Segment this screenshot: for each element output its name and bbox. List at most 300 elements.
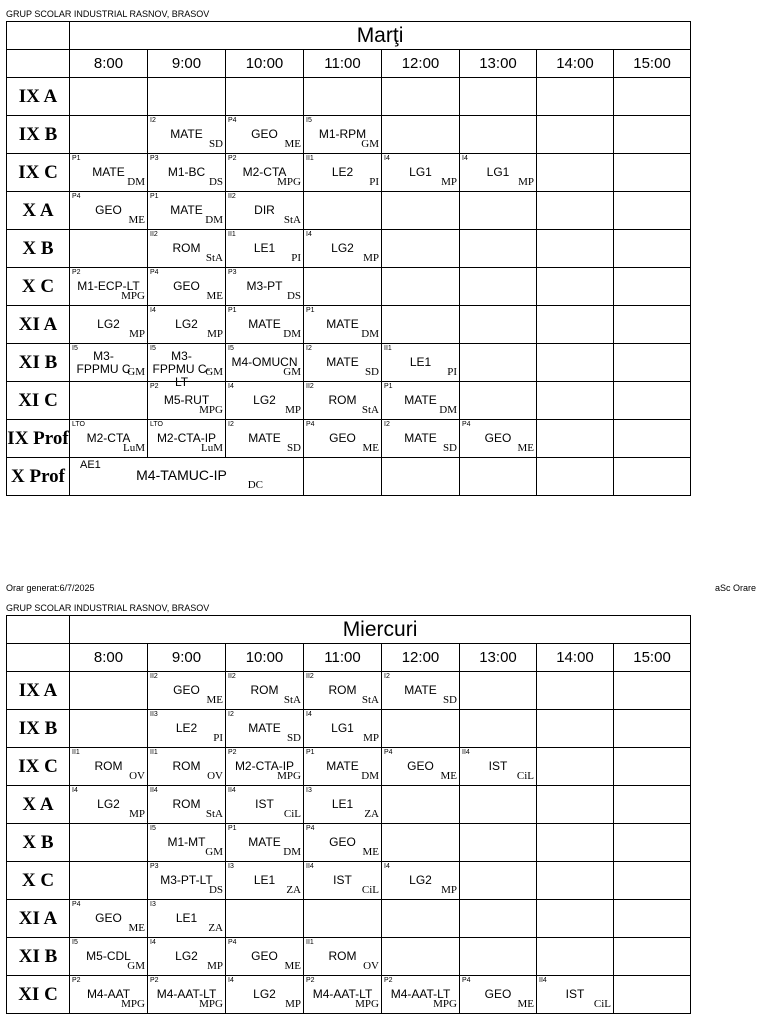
subject-name: LG2 xyxy=(409,873,432,887)
room-code: P2 xyxy=(150,383,159,390)
teacher-initials: ME xyxy=(517,998,534,1010)
room-code: P2 xyxy=(306,977,315,984)
hours-row xyxy=(7,644,691,672)
table-row xyxy=(7,306,691,344)
lesson-cell xyxy=(382,420,460,458)
hour-header: 14:00 xyxy=(537,50,614,78)
subject-name: ROM xyxy=(94,759,123,773)
subject-name: GEO xyxy=(407,759,434,773)
teacher-initials: CiL xyxy=(361,884,379,896)
teacher-initials: ME xyxy=(362,846,379,858)
empty-cell xyxy=(614,458,691,496)
lesson-cell xyxy=(148,306,226,344)
room-code: P3 xyxy=(150,863,159,870)
room-code: II2 xyxy=(306,383,314,390)
room-code: P4 xyxy=(228,117,237,124)
room-code: P3 xyxy=(150,155,159,162)
subject-name: GEO xyxy=(173,279,200,293)
empty-cell xyxy=(537,862,614,900)
empty-cell xyxy=(537,938,614,976)
room-code: I2 xyxy=(150,117,156,124)
room-code: P1 xyxy=(228,307,237,314)
subject-name: LE1 xyxy=(331,797,354,811)
subject-name: GEO xyxy=(251,127,278,141)
subject-name: M4-TAMUC-IP xyxy=(136,467,227,483)
subject-name: LE2 xyxy=(331,165,354,179)
subject-name: LE1 xyxy=(409,355,432,369)
table-row xyxy=(7,786,691,824)
lesson-cell xyxy=(70,154,148,192)
teacher-initials: DM xyxy=(361,328,379,340)
day-header-row xyxy=(7,616,691,644)
empty-cell xyxy=(537,344,614,382)
subject-name: M2-CTA-IP xyxy=(234,759,295,773)
empty-cell xyxy=(614,382,691,420)
lesson-cell xyxy=(304,420,382,458)
teacher-initials: LuM xyxy=(201,442,223,454)
class-name: X Prof xyxy=(7,458,70,496)
class-name: X A xyxy=(7,192,70,230)
room-code: I4 xyxy=(384,863,390,870)
subject-name: M1-BC xyxy=(167,165,206,179)
lesson-cell xyxy=(148,420,226,458)
lesson-cell xyxy=(382,154,460,192)
empty-cell xyxy=(70,862,148,900)
subject-name: MATE xyxy=(404,683,437,697)
room-code: P4 xyxy=(72,193,81,200)
lesson-cell xyxy=(304,938,382,976)
room-code: I4 xyxy=(306,711,312,718)
table-row xyxy=(7,154,691,192)
room-code: II1 xyxy=(306,939,314,946)
teacher-initials: MP xyxy=(129,808,145,820)
empty-cell xyxy=(537,382,614,420)
room-code: II4 xyxy=(150,787,158,794)
empty-cell xyxy=(460,116,537,154)
empty-cell xyxy=(382,938,460,976)
empty-cell xyxy=(614,230,691,268)
hour-header: 12:00 xyxy=(382,644,460,672)
room-code: P4 xyxy=(228,939,237,946)
subject-name: GEO xyxy=(329,835,356,849)
room-code: II4 xyxy=(306,863,314,870)
teacher-initials: GM xyxy=(205,366,223,378)
lesson-cell xyxy=(460,748,537,786)
empty-cell xyxy=(382,824,460,862)
teacher-initials: DC xyxy=(247,479,263,491)
teacher-initials: CiL xyxy=(516,770,534,782)
teacher-initials: LuM xyxy=(123,442,145,454)
teacher-initials: DS xyxy=(286,290,301,302)
lesson-cell xyxy=(226,786,304,824)
empty-cell xyxy=(614,710,691,748)
lesson-cell xyxy=(226,344,304,382)
teacher-initials: MP xyxy=(441,176,457,188)
empty-cell xyxy=(460,306,537,344)
subject-name: ROM xyxy=(172,759,201,773)
class-name: X B xyxy=(7,824,70,862)
room-code: II2 xyxy=(306,673,314,680)
empty-cell xyxy=(382,192,460,230)
hour-header: 13:00 xyxy=(460,644,537,672)
teacher-initials: MPG xyxy=(199,998,223,1010)
timetable-wednesday xyxy=(6,615,691,1014)
generated-date: Orar generat:6/7/2025 xyxy=(6,583,95,593)
teacher-initials: DM xyxy=(127,176,145,188)
teacher-initials: GM xyxy=(127,366,145,378)
subject-name: M4-AAT-LT xyxy=(156,987,217,1001)
lesson-cell xyxy=(460,154,537,192)
teacher-initials: MPG xyxy=(121,290,145,302)
teacher-initials: PI xyxy=(447,366,457,378)
lesson-cell xyxy=(304,748,382,786)
lesson-cell xyxy=(70,420,148,458)
teacher-initials: DM xyxy=(439,404,457,416)
class-name: XI A xyxy=(7,306,70,344)
teacher-initials: GM xyxy=(205,846,223,858)
school-name-2: GRUP SCOLAR INDUSTRIAL RASNOV, BRASOV xyxy=(6,603,210,613)
teacher-initials: MPG xyxy=(277,176,301,188)
day-title: Marţi xyxy=(70,22,691,50)
lesson-cell xyxy=(226,824,304,862)
corner-cell xyxy=(7,50,70,78)
empty-cell xyxy=(614,862,691,900)
teacher-initials: DM xyxy=(361,770,379,782)
teacher-initials: ME xyxy=(284,138,301,150)
teacher-initials: ZA xyxy=(286,884,301,896)
lesson-cell xyxy=(226,862,304,900)
table-row xyxy=(7,976,691,1014)
lesson-cell xyxy=(70,192,148,230)
room-code: I5 xyxy=(72,345,78,352)
empty-cell xyxy=(537,710,614,748)
subject-name: GEO xyxy=(484,431,512,445)
class-name: XI B xyxy=(7,344,70,382)
teacher-initials: SD xyxy=(286,442,301,454)
teacher-initials: MP xyxy=(285,998,301,1010)
room-code: P1 xyxy=(306,749,315,756)
empty-cell xyxy=(614,192,691,230)
teacher-initials: ME xyxy=(284,960,301,972)
subject-name: M1-ECP-LT xyxy=(77,279,140,293)
teacher-initials: MP xyxy=(363,732,379,744)
empty-cell xyxy=(614,78,691,116)
subject-name: M3-FPPMU C-LT xyxy=(152,349,211,389)
subject-name: MATE xyxy=(326,317,359,331)
subject-name: DIR xyxy=(254,203,275,217)
empty-cell xyxy=(460,672,537,710)
empty-cell xyxy=(460,78,537,116)
subject-name: MATE xyxy=(248,431,281,445)
room-code: I2 xyxy=(228,421,234,428)
subject-name: LG2 xyxy=(97,797,120,811)
lesson-cell xyxy=(70,268,148,306)
empty-cell xyxy=(614,420,691,458)
room-code: II4 xyxy=(539,977,547,984)
lesson-cell xyxy=(304,672,382,710)
lesson-cell xyxy=(226,672,304,710)
lesson-cell xyxy=(460,420,537,458)
room-code: I5 xyxy=(150,345,156,352)
subject-name: IST xyxy=(255,797,274,811)
room-code: P2 xyxy=(384,977,393,984)
room-code: I4 xyxy=(462,155,468,162)
teacher-initials: SD xyxy=(208,138,223,150)
empty-cell xyxy=(460,786,537,824)
empty-cell xyxy=(460,230,537,268)
teacher-initials: MP xyxy=(441,884,457,896)
hour-header: 14:00 xyxy=(537,644,614,672)
table-row xyxy=(7,748,691,786)
table-row xyxy=(7,458,691,496)
room-code: I5 xyxy=(150,825,156,832)
lesson-cell xyxy=(148,900,226,938)
room-code: P4 xyxy=(306,421,315,428)
teacher-initials: StA xyxy=(283,694,301,706)
lesson-cell xyxy=(226,154,304,192)
empty-cell xyxy=(537,306,614,344)
empty-cell xyxy=(304,268,382,306)
lesson-cell xyxy=(304,710,382,748)
lesson-cell xyxy=(148,824,226,862)
teacher-initials: ME xyxy=(362,442,379,454)
table-row xyxy=(7,78,691,116)
lesson-cell xyxy=(226,192,304,230)
lesson-cell xyxy=(382,862,460,900)
empty-cell xyxy=(614,900,691,938)
subject-name: ROM xyxy=(328,949,357,963)
subject-name: M4-AAT-LT xyxy=(390,987,451,1001)
subject-name: M3- FPPMU C xyxy=(76,349,131,376)
room-code: P1 xyxy=(150,193,159,200)
class-name: X B xyxy=(7,230,70,268)
room-code: P1 xyxy=(72,155,81,162)
empty-cell xyxy=(70,710,148,748)
table-row xyxy=(7,344,691,382)
subject-name: MATE xyxy=(248,721,281,735)
room-code: I3 xyxy=(228,863,234,870)
subject-name: LG2 xyxy=(253,393,276,407)
subject-name: M2-CTA xyxy=(86,431,131,445)
empty-cell xyxy=(70,382,148,420)
empty-cell xyxy=(304,78,382,116)
lesson-cell xyxy=(226,116,304,154)
empty-cell xyxy=(70,116,148,154)
class-name: X A xyxy=(7,786,70,824)
subject-name: ROM xyxy=(172,797,201,811)
room-code: I5 xyxy=(228,345,234,352)
teacher-initials: MPG xyxy=(355,998,379,1010)
room-code: LTO xyxy=(150,421,163,428)
teacher-initials: GM xyxy=(361,138,379,150)
room-code: II1 xyxy=(384,345,392,352)
teacher-initials: StA xyxy=(205,808,223,820)
teacher-initials: SD xyxy=(442,694,457,706)
teacher-initials: MP xyxy=(363,252,379,264)
class-name: X C xyxy=(7,862,70,900)
lesson-cell xyxy=(70,306,148,344)
empty-cell xyxy=(537,786,614,824)
lesson-cell xyxy=(226,420,304,458)
room-code: II2 xyxy=(150,673,158,680)
empty-cell xyxy=(614,306,691,344)
subject-name: M4-AAT xyxy=(86,987,131,1001)
room-code: II1 xyxy=(72,749,80,756)
room-code: II2 xyxy=(150,231,158,238)
table-row xyxy=(7,710,691,748)
subject-name: LE1 xyxy=(253,873,276,887)
lesson-cell xyxy=(226,268,304,306)
lesson-cell xyxy=(226,748,304,786)
empty-cell xyxy=(614,786,691,824)
lesson-cell xyxy=(148,192,226,230)
lesson-cell xyxy=(70,900,148,938)
lesson-cell xyxy=(148,154,226,192)
teacher-initials: PI xyxy=(213,732,223,744)
room-code: P4 xyxy=(462,977,471,984)
day-title: Miercuri xyxy=(70,616,691,644)
teacher-initials: OV xyxy=(207,770,223,782)
room-code: II4 xyxy=(462,749,470,756)
room-code: P4 xyxy=(384,749,393,756)
teacher-initials: PI xyxy=(291,252,301,264)
subject-name: M1-RPM xyxy=(318,127,367,141)
hour-header: 10:00 xyxy=(226,50,304,78)
empty-cell xyxy=(460,192,537,230)
empty-cell xyxy=(382,268,460,306)
app-name: aSc Orare xyxy=(715,583,757,593)
room-code: II3 xyxy=(150,711,158,718)
room-code: P2 xyxy=(228,749,237,756)
corner-cell xyxy=(7,644,70,672)
room-code: P2 xyxy=(72,269,81,276)
class-name: IX C xyxy=(7,748,70,786)
subject-name: LE1 xyxy=(253,241,276,255)
room-code: P4 xyxy=(462,421,471,428)
room-code: I4 xyxy=(72,787,78,794)
lesson-cell xyxy=(226,306,304,344)
empty-cell xyxy=(382,710,460,748)
empty-cell xyxy=(537,154,614,192)
table-row xyxy=(7,900,691,938)
empty-cell xyxy=(460,938,537,976)
timetable-tuesday xyxy=(6,21,691,496)
lesson-cell xyxy=(70,786,148,824)
lesson-cell xyxy=(148,976,226,1014)
lesson-cell xyxy=(304,306,382,344)
lesson-cell xyxy=(226,382,304,420)
teacher-initials: ME xyxy=(517,442,534,454)
subject-name: LG2 xyxy=(175,317,198,331)
teacher-initials: OV xyxy=(363,960,379,972)
lesson-cell xyxy=(537,976,614,1014)
subject-name: LE2 xyxy=(175,721,198,735)
empty-cell xyxy=(537,78,614,116)
empty-cell xyxy=(70,230,148,268)
empty-cell xyxy=(460,458,537,496)
teacher-initials: ZA xyxy=(208,922,223,934)
teacher-initials: DS xyxy=(208,884,223,896)
hour-header: 11:00 xyxy=(304,644,382,672)
room-code: I3 xyxy=(306,787,312,794)
teacher-initials: SD xyxy=(442,442,457,454)
hour-header: 8:00 xyxy=(70,50,148,78)
teacher-initials: ME xyxy=(128,214,145,226)
lesson-cell xyxy=(460,976,537,1014)
room-code: AE1 xyxy=(80,459,101,471)
empty-cell xyxy=(382,306,460,344)
room-code: I5 xyxy=(306,117,312,124)
empty-cell xyxy=(460,710,537,748)
subject-name: GEO xyxy=(95,911,122,925)
room-code: II1 xyxy=(228,231,236,238)
school-name-1: GRUP SCOLAR INDUSTRIAL RASNOV, BRASOV xyxy=(6,9,210,19)
empty-cell xyxy=(460,900,537,938)
table-row xyxy=(7,938,691,976)
table-row xyxy=(7,824,691,862)
subject-name: M2-CTA-IP xyxy=(156,431,217,445)
empty-cell xyxy=(70,78,148,116)
subject-name: MATE xyxy=(248,317,281,331)
class-name: XI C xyxy=(7,382,70,420)
lesson-cell xyxy=(148,862,226,900)
subject-name: LG1 xyxy=(486,165,510,179)
table-row xyxy=(7,672,691,710)
table-row xyxy=(7,862,691,900)
hour-header: 10:00 xyxy=(226,644,304,672)
room-code: I4 xyxy=(384,155,390,162)
subject-name: IST xyxy=(488,759,508,773)
class-name: XI A xyxy=(7,900,70,938)
room-code: P1 xyxy=(306,307,315,314)
lesson-cell xyxy=(382,344,460,382)
empty-cell xyxy=(460,824,537,862)
subject-name: MATE xyxy=(248,835,281,849)
subject-name: MATE xyxy=(170,203,203,217)
lesson-cell xyxy=(304,154,382,192)
lesson-cell xyxy=(70,344,148,382)
room-code: II4 xyxy=(228,787,236,794)
empty-cell xyxy=(460,344,537,382)
subject-name: ROM xyxy=(172,241,201,255)
class-name: IX C xyxy=(7,154,70,192)
subject-name: LG1 xyxy=(409,165,432,179)
empty-cell xyxy=(537,824,614,862)
subject-name: MATE xyxy=(170,127,203,141)
lesson-cell xyxy=(382,976,460,1014)
room-code: I5 xyxy=(72,939,78,946)
room-code: I4 xyxy=(228,383,234,390)
class-name: IX B xyxy=(7,710,70,748)
class-name: IX B xyxy=(7,116,70,154)
empty-cell xyxy=(537,116,614,154)
subject-name: M2-CTA xyxy=(242,165,287,179)
empty-cell xyxy=(614,116,691,154)
room-code: I4 xyxy=(150,307,156,314)
subject-name: M4-OMUCN xyxy=(231,355,298,369)
empty-cell xyxy=(148,78,226,116)
empty-cell xyxy=(537,900,614,938)
class-name: IX A xyxy=(7,672,70,710)
room-code: I4 xyxy=(228,977,234,984)
lesson-cell xyxy=(148,268,226,306)
empty-cell xyxy=(382,116,460,154)
teacher-initials: MPG xyxy=(199,404,223,416)
subject-name: GEO xyxy=(95,203,122,217)
empty-cell xyxy=(460,862,537,900)
subject-name: MATE xyxy=(404,393,437,407)
lesson-cell xyxy=(70,748,148,786)
